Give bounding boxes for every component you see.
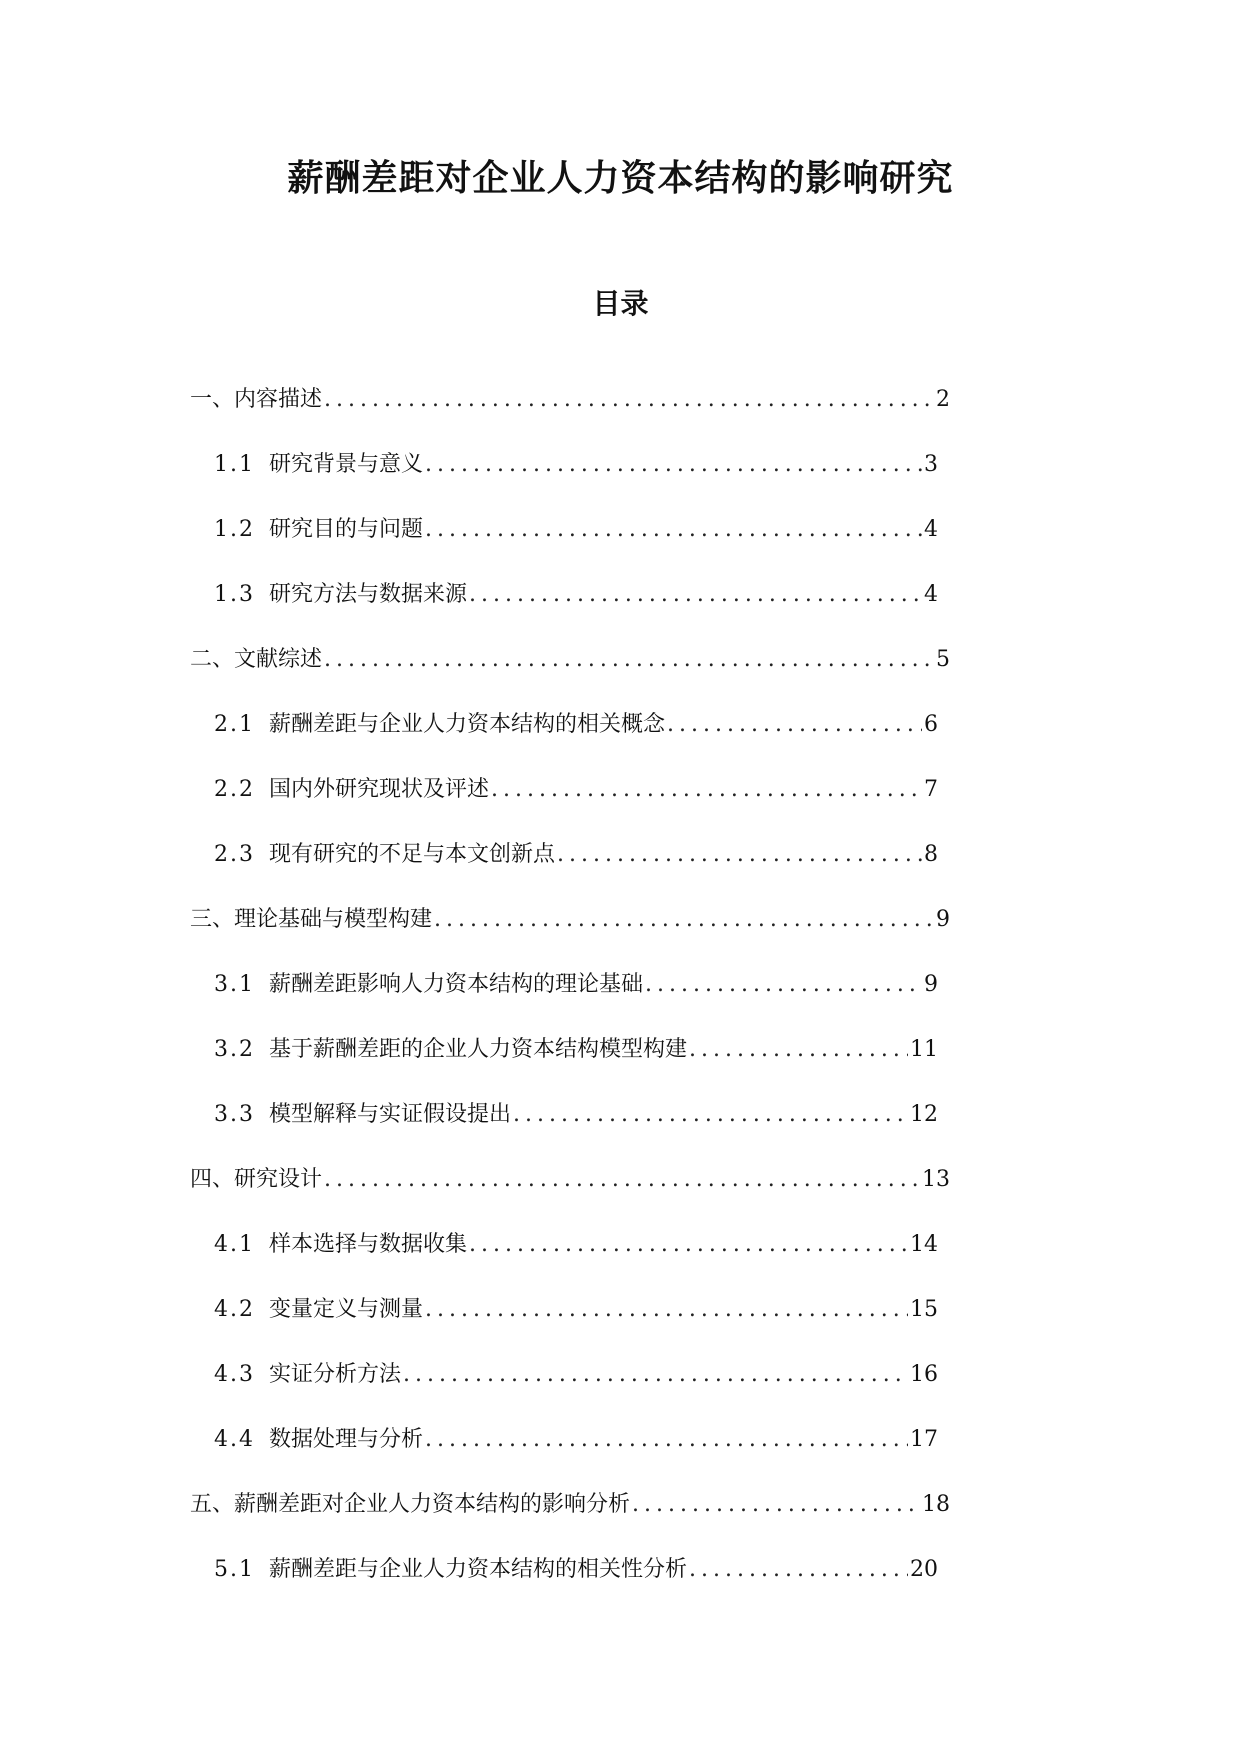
toc-entry-page-number: 3	[924, 452, 938, 477]
toc-entry-title: 四、研究设计	[190, 1167, 323, 1192]
toc-entry-page-number: 20	[910, 1557, 938, 1582]
toc-entry-number: 3.2	[214, 1037, 255, 1062]
toc-dot-leader	[645, 967, 922, 1003]
toc-entry[interactable]	[214, 577, 938, 613]
toc-heading: 目录	[592, 287, 649, 320]
toc-entry-page-number: 16	[910, 1362, 938, 1387]
toc-entry-title: 一、内容描述	[190, 387, 323, 412]
toc-entry[interactable]	[214, 1357, 938, 1393]
toc-entry-page-number: 4	[924, 517, 938, 542]
toc-entry[interactable]	[190, 382, 950, 418]
toc-dot-leader	[689, 1552, 908, 1588]
toc-entry-page-number: 13	[922, 1167, 950, 1192]
toc-entry-title: 国内外研究现状及评述	[269, 777, 490, 802]
toc-dot-leader	[324, 382, 934, 418]
toc-dot-leader	[513, 1097, 908, 1133]
toc-dot-leader	[324, 642, 934, 678]
toc-dot-leader	[632, 1487, 920, 1523]
toc-entry[interactable]	[190, 902, 950, 938]
toc-entry[interactable]	[190, 1487, 950, 1523]
toc-entry-title: 研究方法与数据来源	[269, 582, 468, 607]
toc-entry[interactable]	[214, 1032, 938, 1068]
toc-entry-title: 实证分析方法	[269, 1362, 402, 1387]
toc-dot-leader	[425, 1292, 908, 1328]
toc-entry-page-number: 11	[910, 1037, 938, 1062]
toc-entry-title: 研究目的与问题	[269, 517, 424, 542]
toc-dot-leader	[425, 1422, 908, 1458]
toc-dot-leader	[324, 1162, 920, 1198]
document-title: 薪酬差距对企业人力资本结构的影响研究	[287, 157, 954, 199]
toc-entry-page-number: 9	[936, 907, 950, 932]
toc-dot-leader	[469, 577, 922, 613]
toc-entry-page-number: 7	[924, 777, 938, 802]
toc-entry[interactable]	[214, 1227, 938, 1263]
toc-entry-title: 基于薪酬差距的企业人力资本结构模型构建	[269, 1037, 688, 1062]
toc-dot-leader	[425, 512, 922, 548]
toc-entry-number: 1.3	[214, 582, 255, 607]
toc-entry-title: 模型解释与实证假设提出	[269, 1102, 512, 1127]
toc-entry-page-number: 14	[910, 1232, 938, 1257]
toc-entry-number: 2.2	[214, 777, 255, 802]
toc-entry-title: 变量定义与测量	[269, 1297, 424, 1322]
toc-entry-number: 4.4	[214, 1427, 255, 1452]
toc-entry-title: 薪酬差距与企业人力资本结构的相关性分析	[269, 1557, 688, 1582]
toc-entry[interactable]	[214, 837, 938, 873]
toc-entry-number: 4.3	[214, 1362, 255, 1387]
toc-entry[interactable]	[214, 967, 938, 1003]
toc-entry-page-number: 12	[910, 1102, 938, 1127]
toc-dot-leader	[689, 1032, 908, 1068]
toc-entry-title: 三、理论基础与模型构建	[190, 907, 433, 932]
toc-entry-page-number: 4	[924, 582, 938, 607]
toc-entry[interactable]	[214, 1097, 938, 1133]
toc-entry-page-number: 17	[910, 1427, 938, 1452]
toc-entry-page-number: 8	[924, 842, 938, 867]
toc-entry[interactable]	[214, 707, 938, 743]
toc-entry-number: 3.1	[214, 972, 255, 997]
toc-entry[interactable]	[214, 447, 938, 483]
toc-entry-title: 研究背景与意义	[269, 452, 424, 477]
toc-entry-title: 样本选择与数据收集	[269, 1232, 468, 1257]
toc-entry-title: 现有研究的不足与本文创新点	[269, 842, 556, 867]
toc-dot-leader	[425, 447, 922, 483]
toc-entry[interactable]	[190, 642, 950, 678]
toc-entry-title: 薪酬差距影响人力资本结构的理论基础	[269, 972, 644, 997]
toc-entry-number: 5.1	[214, 1557, 255, 1582]
toc-entry-page-number: 18	[922, 1492, 950, 1517]
toc-dot-leader	[469, 1227, 908, 1263]
toc-entry-number: 1.1	[214, 452, 255, 477]
toc-dot-leader	[491, 772, 922, 808]
toc-entry-number: 4.2	[214, 1297, 255, 1322]
toc-entry[interactable]	[214, 772, 938, 808]
toc-entry-number: 1.2	[214, 517, 255, 542]
toc-dot-leader	[434, 902, 934, 938]
toc-entry-page-number: 6	[924, 712, 938, 737]
toc-entry-number: 4.1	[214, 1232, 255, 1257]
toc-dot-leader	[557, 837, 922, 873]
toc-entry-page-number: 2	[936, 387, 950, 412]
toc-entry-page-number: 9	[924, 972, 938, 997]
toc-entry-page-number: 5	[936, 647, 950, 672]
toc-dot-leader	[403, 1357, 908, 1393]
toc-entry[interactable]	[214, 512, 938, 548]
toc-entry[interactable]	[214, 1552, 938, 1588]
toc-entry-page-number: 15	[910, 1297, 938, 1322]
toc-entry-number: 2.3	[214, 842, 255, 867]
toc-entry-title: 薪酬差距与企业人力资本结构的相关概念	[269, 712, 666, 737]
toc-entry-number: 2.1	[214, 712, 255, 737]
toc-entry-title: 五、薪酬差距对企业人力资本结构的影响分析	[190, 1492, 631, 1517]
toc-entry[interactable]	[214, 1292, 938, 1328]
toc-entry-title: 二、文献综述	[190, 647, 323, 672]
toc-entry[interactable]	[214, 1422, 938, 1458]
toc-dot-leader	[667, 707, 922, 743]
toc-entry[interactable]	[190, 1162, 950, 1198]
toc-entry-number: 3.3	[214, 1102, 255, 1127]
toc-entry-title: 数据处理与分析	[269, 1427, 424, 1452]
